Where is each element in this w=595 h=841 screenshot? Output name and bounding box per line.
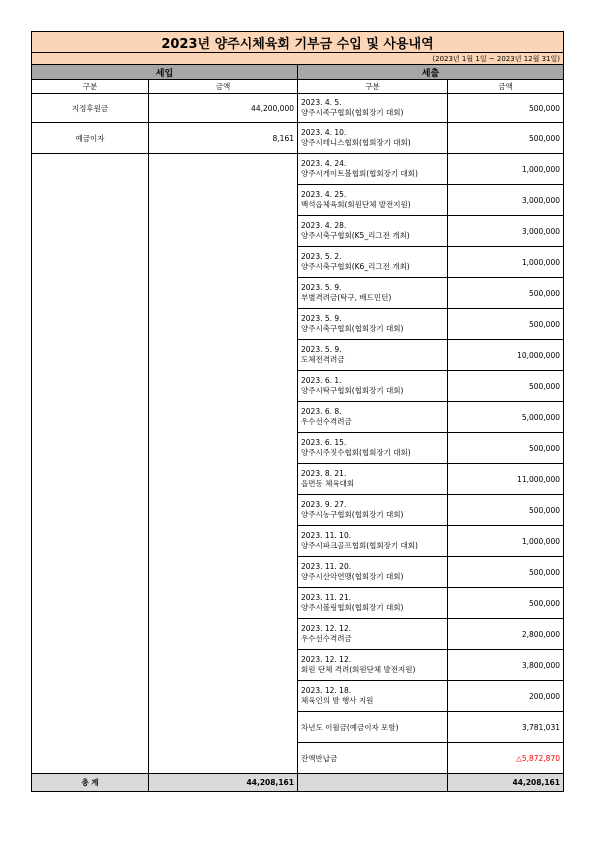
period-row xyxy=(32,53,564,65)
expense-item xyxy=(298,154,448,185)
expense-amount: 500,000 xyxy=(448,557,564,588)
expense-description: 읍면동 체육대회 xyxy=(301,479,355,488)
expense-amount: 500,000 xyxy=(448,94,564,123)
expense-header: 세출 xyxy=(298,65,564,80)
expense-date: 2023. 12. 12. xyxy=(301,655,352,664)
expense-item xyxy=(298,94,448,123)
expense-date: 2023. 4. 28. xyxy=(301,221,347,230)
expense-amount: 500,000 xyxy=(448,278,564,309)
expense-item xyxy=(298,619,448,650)
income-amount: 8,161 xyxy=(149,123,298,154)
column-header-row xyxy=(32,80,564,94)
expense-item xyxy=(298,526,448,557)
income-amount: 44,200,000 xyxy=(149,94,298,123)
expense-description: 도체전격려금 xyxy=(301,355,345,364)
total-expense-spacer xyxy=(298,774,448,792)
table-row xyxy=(32,94,564,123)
expense-date: 2023. 6. 15. xyxy=(301,438,347,447)
income-empty-cell xyxy=(149,154,298,774)
expense-date: 2023. 11. 21. xyxy=(301,593,352,602)
expense-item xyxy=(298,216,448,247)
expense-date: 2023. 5. 9. xyxy=(301,314,342,323)
expense-date: 2023. 6. 8. xyxy=(301,407,342,416)
total-row xyxy=(32,774,564,792)
expense-description: 양주시주짓수협회(협회장기 대회) xyxy=(301,448,411,457)
expense-amount: 200,000 xyxy=(448,681,564,712)
refund-amount: △5,872,870 xyxy=(448,743,564,774)
expense-amount: 2,800,000 xyxy=(448,619,564,650)
expense-description: 양주시산악연맹(협회장기 대회) xyxy=(301,572,404,581)
expense-description: 양주시볼링협회(협회장기 대회) xyxy=(301,603,404,612)
expense-amount: 500,000 xyxy=(448,433,564,464)
income-category: 예금이자 xyxy=(32,123,149,154)
expense-category-header: 구분 xyxy=(298,80,448,94)
expense-date: 2023. 5. 9. xyxy=(301,345,342,354)
expense-description: 양주시농구협회(협회장기 대회) xyxy=(301,510,404,519)
expense-amount-header: 금액 xyxy=(448,80,564,94)
expense-amount: 1,000,000 xyxy=(448,247,564,278)
income-empty-cell xyxy=(32,154,149,774)
refund-label: 잔액반납금 xyxy=(298,743,448,774)
total-expense-amount: 44,208,161 xyxy=(448,774,564,792)
expense-item xyxy=(298,681,448,712)
expense-date: 2023. 4. 25. xyxy=(301,190,347,199)
expense-date: 2023. 4. 10. xyxy=(301,128,347,137)
expense-description: 우수선수격려금 xyxy=(301,417,352,426)
expense-date: 2023. 5. 9. xyxy=(301,283,342,292)
expense-item xyxy=(298,495,448,526)
expense-description: 양주시축구협회(K6_리그전 개최) xyxy=(301,262,410,271)
period-label: (2023년 1월 1일 ~ 2023년 12월 31일) xyxy=(32,53,564,65)
expense-amount: 500,000 xyxy=(448,371,564,402)
title-row xyxy=(32,32,564,53)
expense-description: 백석읍체육회(회원단체 발전지원) xyxy=(301,200,411,209)
carryover-amount: 3,781,031 xyxy=(448,712,564,743)
expense-item xyxy=(298,650,448,681)
expense-date: 2023. 5. 2. xyxy=(301,252,342,261)
expense-date: 2023. 4. 5. xyxy=(301,98,342,107)
expense-item xyxy=(298,340,448,371)
carryover-label: 차년도 이월금(예금이자 포함) xyxy=(298,712,448,743)
expense-date: 2023. 11. 20. xyxy=(301,562,352,571)
expense-date: 2023. 12. 12. xyxy=(301,624,352,633)
expense-description: 양주시족구협회(협회장기 대회) xyxy=(301,108,404,117)
expense-date: 2023. 4. 24. xyxy=(301,159,347,168)
expense-amount: 500,000 xyxy=(448,123,564,154)
expense-item xyxy=(298,402,448,433)
expense-date: 2023. 6. 1. xyxy=(301,376,342,385)
expense-item xyxy=(298,123,448,154)
expense-amount: 11,000,000 xyxy=(448,464,564,495)
total-label: 총 계 xyxy=(32,774,149,792)
expense-date: 2023. 8. 21. xyxy=(301,469,347,478)
income-category-header: 구분 xyxy=(32,80,149,94)
expense-description: 체육인의 밤 행사 지원 xyxy=(301,696,374,705)
expense-amount: 1,000,000 xyxy=(448,154,564,185)
income-header: 세입 xyxy=(32,65,298,80)
expense-amount: 500,000 xyxy=(448,495,564,526)
page-title: 2023년 양주시체육회 기부금 수입 및 사용내역 xyxy=(32,32,564,53)
expense-date: 2023. 12. 18. xyxy=(301,686,352,695)
expense-amount: 5,000,000 xyxy=(448,402,564,433)
expense-description: 우수선수격려금 xyxy=(301,634,352,643)
expense-description: 양주시파크골프협회(협회장기 대회) xyxy=(301,541,418,550)
expense-amount: 10,000,000 xyxy=(448,340,564,371)
expense-amount: 3,800,000 xyxy=(448,650,564,681)
expense-description: 부별격려금(탁구, 배드민턴) xyxy=(301,293,392,302)
total-income-amount: 44,208,161 xyxy=(149,774,298,792)
section-header-row xyxy=(32,65,564,80)
expense-description: 양주시축구협회(협회장기 대회) xyxy=(301,324,404,333)
expense-amount: 3,000,000 xyxy=(448,216,564,247)
expense-description: 양주시게이트볼협회(협회장기 대회) xyxy=(301,169,418,178)
expense-amount: 500,000 xyxy=(448,309,564,340)
expense-amount: 500,000 xyxy=(448,588,564,619)
expense-description: 양주시축구협회(K5_리그전 개최) xyxy=(301,231,410,240)
expense-description: 양주시탁구협회(협회장기 대회) xyxy=(301,386,404,395)
expense-item xyxy=(298,557,448,588)
income-category: 지정후원금 xyxy=(32,94,149,123)
table-row xyxy=(32,123,564,154)
expense-date: 2023. 9. 27. xyxy=(301,500,347,509)
donation-report-table xyxy=(31,31,564,792)
expense-item xyxy=(298,433,448,464)
expense-description: 회원 단체 격려(회원단체 발전지원) xyxy=(301,665,416,674)
income-amount-header: 금액 xyxy=(149,80,298,94)
expense-item xyxy=(298,464,448,495)
expense-item xyxy=(298,247,448,278)
table-row xyxy=(32,154,564,185)
expense-item xyxy=(298,371,448,402)
expense-item xyxy=(298,309,448,340)
expense-item xyxy=(298,185,448,216)
expense-amount: 3,000,000 xyxy=(448,185,564,216)
expense-item xyxy=(298,278,448,309)
expense-description: 양주시테니스협회(협회장기 대회) xyxy=(301,138,411,147)
expense-item xyxy=(298,588,448,619)
expense-amount: 1,000,000 xyxy=(448,526,564,557)
expense-date: 2023. 11. 10. xyxy=(301,531,352,540)
